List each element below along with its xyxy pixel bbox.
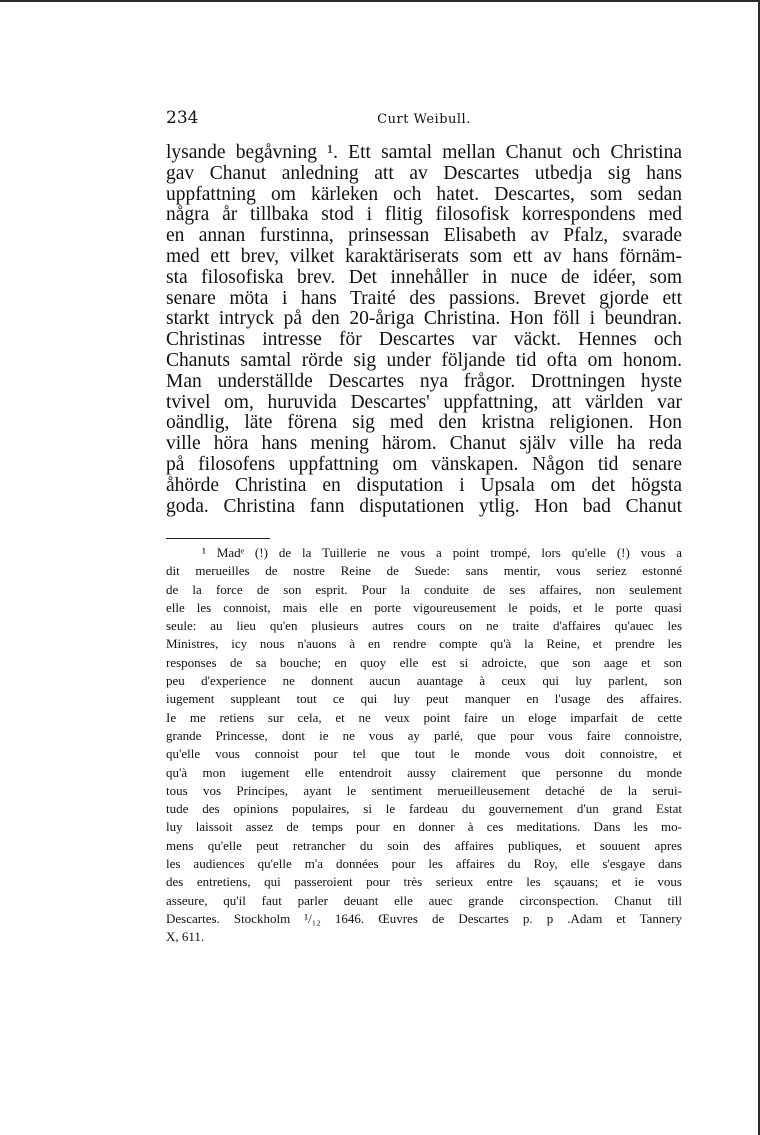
body-line: starkt intryck på den 20-åriga Christina. Hon föll i beundran.: [166, 308, 682, 330]
footnote-line: tous vos Principes, ayant le sentiment merueilleusement detaché de la serui-: [166, 782, 682, 798]
footnote-line: dit merueilles de nostre Reine de Suede: sans mentir, vous seriez estonné: [166, 563, 682, 579]
running-head: Curt Weibull.: [377, 112, 471, 127]
footnote-line: seule: au lieu qu'en plusieurs autres cours on ne traite d'affaires qu'auec les: [166, 618, 682, 634]
body-line: sta filosofiska brev. Det innehåller in nuce de idéer, som: [166, 266, 682, 288]
body-line: gav Chanut anledning att av Descartes utbedja sig hans: [166, 162, 682, 184]
body-line: Chanuts samtal rörde sig under följande tid ofta om honom.: [166, 349, 682, 371]
scan-edge-top: [0, 0, 760, 2]
footnote-line: grande Princesse, dont ie ne vous ay parlé, que pour vous faire connoistre,: [166, 727, 682, 743]
footnote-line: X, 611.: [166, 929, 205, 945]
footnote-line: elle les connoist, mais elle en porte vigoureusement le poids, et le porte quasi: [166, 599, 682, 615]
footnote: [166, 544, 682, 947]
body-line: på filosofens uppfattning om vänskapen. Någon tid senare: [166, 453, 682, 475]
page-number: 234: [166, 108, 199, 128]
footnote-line: asseure, qu'il faut parler deuant elle auec grande circonspection. Chanut till: [166, 892, 682, 908]
body-line: en annan furstinna, prinsessan Elisabeth av Pfalz, svarade: [166, 225, 682, 247]
body-line: ville höra hans mening härom. Chanut själv ville ha reda: [166, 433, 682, 455]
footnote-line: iugement suppleant tout ce qui luy peut manquer en l'usage des affaires.: [166, 691, 682, 707]
footnote-line: qu'à mon iugement elle entendroit aussy clairement que personne du monde: [166, 764, 682, 780]
body-line: uppfattning om kärleken och hatet. Descartes, som sedan: [166, 183, 682, 205]
footnote-line: qu'elle vous connoist pour tel que tout le monde vous doit connoistre, et: [166, 746, 682, 762]
footnote-line: Ie me retiens sur cela, et ne veux point faire un eloge imparfait de cette: [166, 709, 682, 725]
footnote-line: des entretiens, qui passeroient pour très serieux entre les sçauans; et ie vous: [166, 874, 682, 890]
body-line: åhörde Christina en disputation i Upsala om det högsta: [166, 474, 682, 496]
body-line: oändlig, läte förena sig med den kristna religionen. Hon: [166, 412, 682, 434]
body-line: goda. Christina fann disputationen ytlig. Hon bad Chanut: [166, 495, 682, 517]
footnote-line: Ministres, icy nous n'auons à en rendre compte qu'à la Reine, et prendre les: [166, 636, 682, 652]
body-line: tvivel om, huruvida Descartes' uppfattning, att världen var: [166, 391, 682, 413]
footnote-line: de la force de son esprit. Pour la conduite de ses affaires, non seulement: [166, 581, 682, 597]
footnote-line: responses de sa bouche; en quoy elle est si adroicte, que son aage et son: [166, 654, 682, 670]
footnote-line: ¹ Madᵉ (!) de la Tuillerie ne vous a point trompé, lors qu'elle (!) vous a: [202, 545, 682, 560]
body-line: några år tillbaka stod i flitig filosofisk korrespondens med: [166, 204, 682, 226]
body-line: lysande begåvning ¹. Ett samtal mellan Chanut och Christina: [166, 142, 682, 163]
body-line: Man underställde Descartes nya frågor. Drottningen hyste: [166, 370, 682, 392]
footnote-line: les audiences qu'elle m'a données pour les affaires du Roy, elle s'esgaye dans: [166, 856, 682, 872]
footnote-line: peu d'experience ne donnent aucun auantage à ceux qui luy parlent, son: [166, 673, 682, 689]
footnote-line: tude des opinions populaires, si le fardeau du gouvernement d'un grand Estat: [166, 801, 682, 817]
body-text: [166, 143, 682, 517]
body-line: Christinas intresse för Descartes var väckt. Hennes och: [166, 329, 682, 351]
body-line: med ett brev, vilket karaktäriserats som ett av hans förnäm-: [166, 245, 682, 267]
page-header: [166, 108, 682, 136]
footnote-separator: [166, 538, 270, 539]
body-line: senare möta i hans Traité des passions. Brevet gjorde ett: [166, 287, 682, 309]
footnote-line: mens qu'elle peut retrancher du soin des affaires publiques, et souuent apres: [166, 837, 682, 853]
footnote-line: luy laissoit assez de temps pour en donner à ces meditations. Dans les mo-: [166, 819, 682, 835]
footnote-line: Descartes. Stockholm ¹/₁₂ 1646. Œuvres de Descartes p. p .Adam et Tannery: [166, 910, 682, 926]
